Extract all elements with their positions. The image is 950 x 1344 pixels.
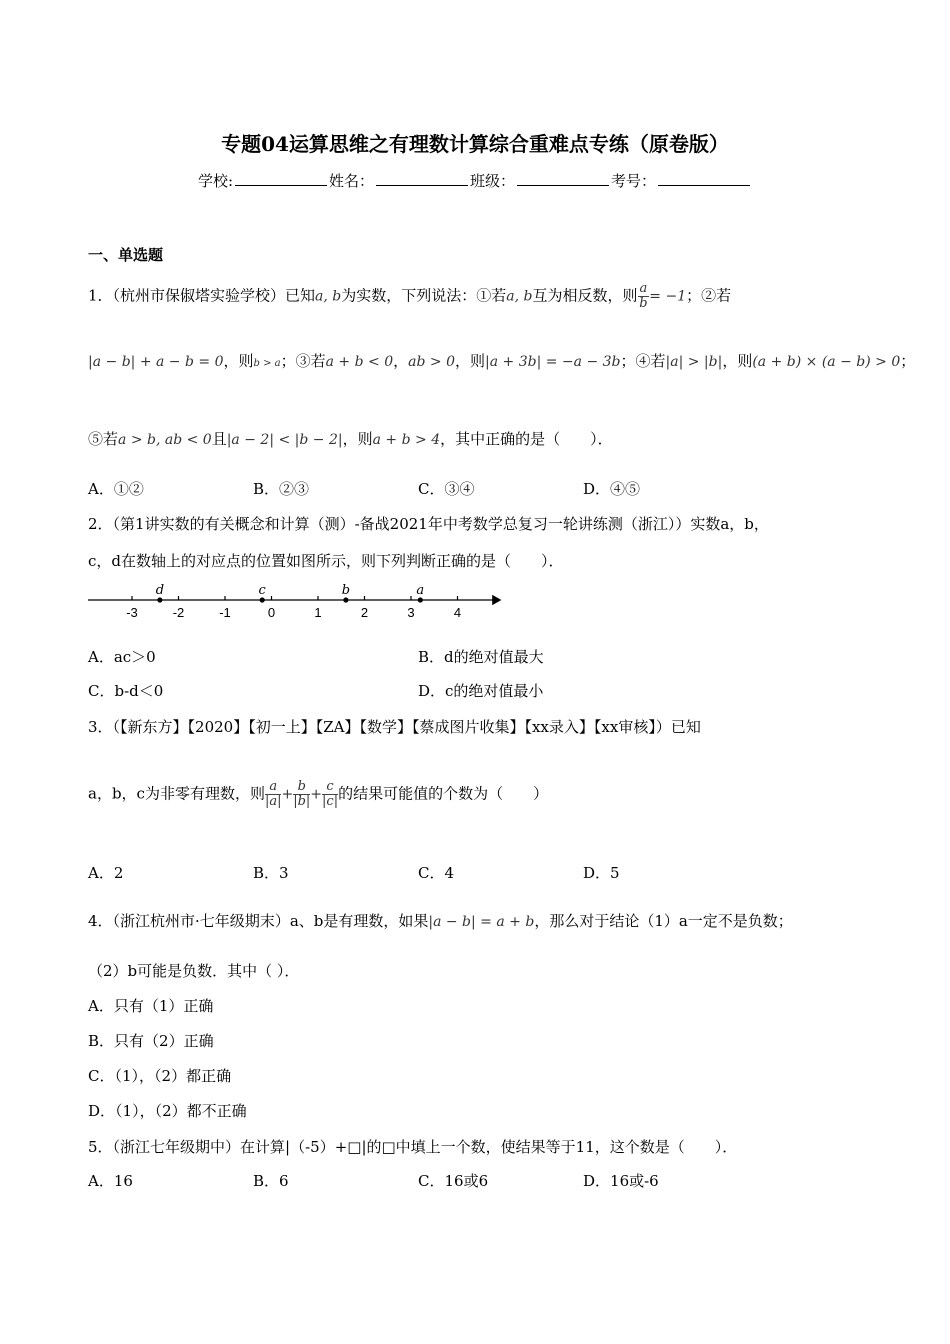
q5-option-a[interactable]: A．16 [88, 1172, 133, 1190]
tick-label: 3 [407, 605, 415, 620]
q4-option-c[interactable]: C．（1），（2）都正确 [88, 1067, 232, 1085]
q1-l2-math7: (a + b) × (a − b) > 0 [752, 354, 901, 370]
q2-option-b[interactable]: B．d的绝对值最大 [418, 648, 544, 666]
q1-l2-math4: ab > 0 [408, 354, 455, 370]
q1-l2-math5: |a + 3b| = −a − 3b [485, 354, 621, 370]
q3-option-b[interactable]: B．3 [253, 864, 289, 882]
q3-option-a[interactable]: A．2 [88, 864, 124, 882]
q1-fraction [638, 282, 650, 311]
q3-text-b: 的结果可能值的个数为（ ） [338, 784, 549, 803]
q5-line1: 5．（浙江七年级期中）在计算|（-5）+□|的□中填上一个数，使结果等于11，这个数是（ ）． [88, 1138, 738, 1156]
point-d [157, 597, 162, 602]
q1-l3-math1: a > b, ab < 0 [118, 432, 212, 448]
tick-label: 0 [267, 605, 276, 620]
q3-plus-1: + [281, 786, 294, 803]
tick-label: 1 [314, 605, 322, 620]
tick-label: -2 [172, 605, 185, 620]
exam-no-label: 考号： [611, 172, 657, 190]
q1-l2-math1: |a − b| + a − b = 0 [88, 354, 224, 370]
q5-option-d[interactable]: D．16或-6 [583, 1172, 659, 1190]
q4-line2: （2）b可能是负数．其中（ ）． [88, 962, 300, 980]
school-blank[interactable] [235, 171, 327, 186]
q1-l3-math2: |a − 2| < |b − 2| [226, 432, 343, 448]
q1-option-b[interactable]: B．②③ [253, 480, 310, 498]
q5-option-c[interactable]: C．16或6 [418, 1172, 489, 1190]
exam-no-blank[interactable] [658, 171, 750, 186]
q3-frac-c [322, 780, 338, 809]
q1-l2-text6: ，则 [722, 352, 753, 370]
q4-text-b: ，那么对于结论（1）a一定不是负数； [534, 912, 793, 930]
student-info-line [0, 170, 950, 191]
q1-l2-text4: ，则 [454, 352, 485, 370]
tick-label: -1 [219, 605, 231, 620]
q2-line1: 2．（第1讲实数的有关概念和计算（测）-备战2021年中考数学总复习一轮讲练测（浙江））实数a，b， [88, 515, 769, 533]
q1-l2-text7: ； [900, 352, 916, 370]
q1-text-a: 1．（杭州市保俶塔实验学校）已知 [88, 286, 316, 305]
q2-line2: c，d在数轴上的对应点的位置如图所示，则下列判断正确的是（ ）． [88, 552, 564, 570]
q1-line1 [88, 282, 731, 311]
q1-line2 [88, 350, 915, 371]
point-label-c: c [258, 583, 266, 598]
point-label-b: b [341, 583, 351, 598]
q3-text-a: a，b，c为非零有理数，则 [88, 784, 265, 803]
q1-option-a[interactable]: A．①② [88, 480, 144, 498]
q1-frac-den: b [639, 296, 648, 311]
q1-l3-text1: ⑤若 [88, 430, 119, 448]
q1-line3 [88, 428, 613, 449]
name-label: 姓名： [329, 172, 375, 190]
q1-l2-math6: |a| > |b| [665, 354, 723, 370]
q1-option-c[interactable]: C．③④ [418, 480, 475, 498]
tick-label: 2 [360, 605, 369, 620]
q2-option-a[interactable]: A．ac＞0 [88, 648, 156, 666]
school-label: 学校: [197, 172, 233, 190]
q3-line2 [88, 780, 548, 809]
q3-frac-b [293, 780, 310, 809]
tick-label: 4 [453, 605, 462, 620]
q3-option-d[interactable]: D．5 [583, 864, 620, 882]
q1-l2-math3: a + b < 0 [325, 354, 394, 370]
q1-l3-text2: 且 [211, 430, 227, 448]
q1-l2-text2: ；③若 [280, 352, 326, 370]
q3-frac-c-num: c [322, 780, 338, 795]
q1-l2-text5: ；④若 [620, 352, 666, 370]
q3-frac-b-den: |b| [293, 794, 311, 809]
q4-math: |a − b| = a + b [428, 914, 535, 930]
class-blank[interactable] [517, 171, 609, 186]
q4-line1 [88, 910, 793, 931]
q1-math-ab-2: a, b [506, 288, 533, 305]
q2-option-d[interactable]: D．c的绝对值最小 [418, 682, 544, 700]
q1-text-c: 互为相反数，则 [532, 286, 638, 305]
point-b [343, 597, 348, 602]
q1-math-ab: a, b [315, 288, 342, 305]
class-label: 班级： [470, 172, 516, 190]
q3-line1: 3．（【新东方】【2020】【初一上】【ZA】【数学】【蔡成图片收集】【xx录入】【xx审核】）已知 [88, 718, 701, 736]
number-line-figure [88, 578, 508, 620]
q3-frac-b-num: b [293, 780, 310, 795]
q1-l2-text1: ，则 [223, 352, 254, 370]
tick-label: -3 [126, 605, 138, 620]
q1-frac-num: a [639, 281, 648, 296]
q3-frac-a-den: |a| [264, 794, 282, 809]
q3-frac-c-den: |c| [322, 794, 339, 809]
q4-option-a[interactable]: A．只有（1）正确 [88, 997, 214, 1015]
q1-text-b: 为实数，下列说法：①若 [341, 286, 507, 305]
q3-frac-a-num: a [265, 780, 282, 795]
point-a [418, 597, 423, 602]
q1-math-eq: = −1 [649, 288, 687, 305]
q1-l3-text3: ，则 [342, 430, 373, 448]
name-blank[interactable] [376, 171, 468, 186]
q3-plus-2: + [310, 786, 323, 803]
point-label-d: d [155, 583, 165, 598]
q1-l2-text3: ， [393, 352, 409, 370]
q3-frac-a [265, 780, 282, 809]
q5-option-b[interactable]: B．6 [253, 1172, 289, 1190]
page-title: 专题04运算思维之有理数计算综合重难点专练（原卷版） [221, 132, 729, 156]
q4-option-b[interactable]: B．只有（2）正确 [88, 1032, 214, 1050]
q3-option-c[interactable]: C．4 [418, 864, 455, 882]
q1-option-d[interactable]: D．④⑤ [583, 480, 641, 498]
q4-text-a: 4．（浙江杭州市·七年级期末）a、b是有理数，如果 [88, 912, 429, 930]
point-label-a: a [416, 583, 425, 598]
q1-l2-math2: b > a [253, 358, 281, 369]
section-heading: 一、单选题 [88, 246, 164, 264]
q1-l3-text4: ，其中正确的是（ ）． [440, 430, 613, 448]
point-c [260, 597, 265, 602]
q1-l3-math3: a + b > 4 [372, 432, 441, 448]
q2-option-c[interactable]: C．b-d＜0 [88, 682, 164, 700]
q1-text-d: ；②若 [686, 286, 732, 305]
q4-option-d[interactable]: D．（1），（2）都不正确 [88, 1102, 247, 1120]
